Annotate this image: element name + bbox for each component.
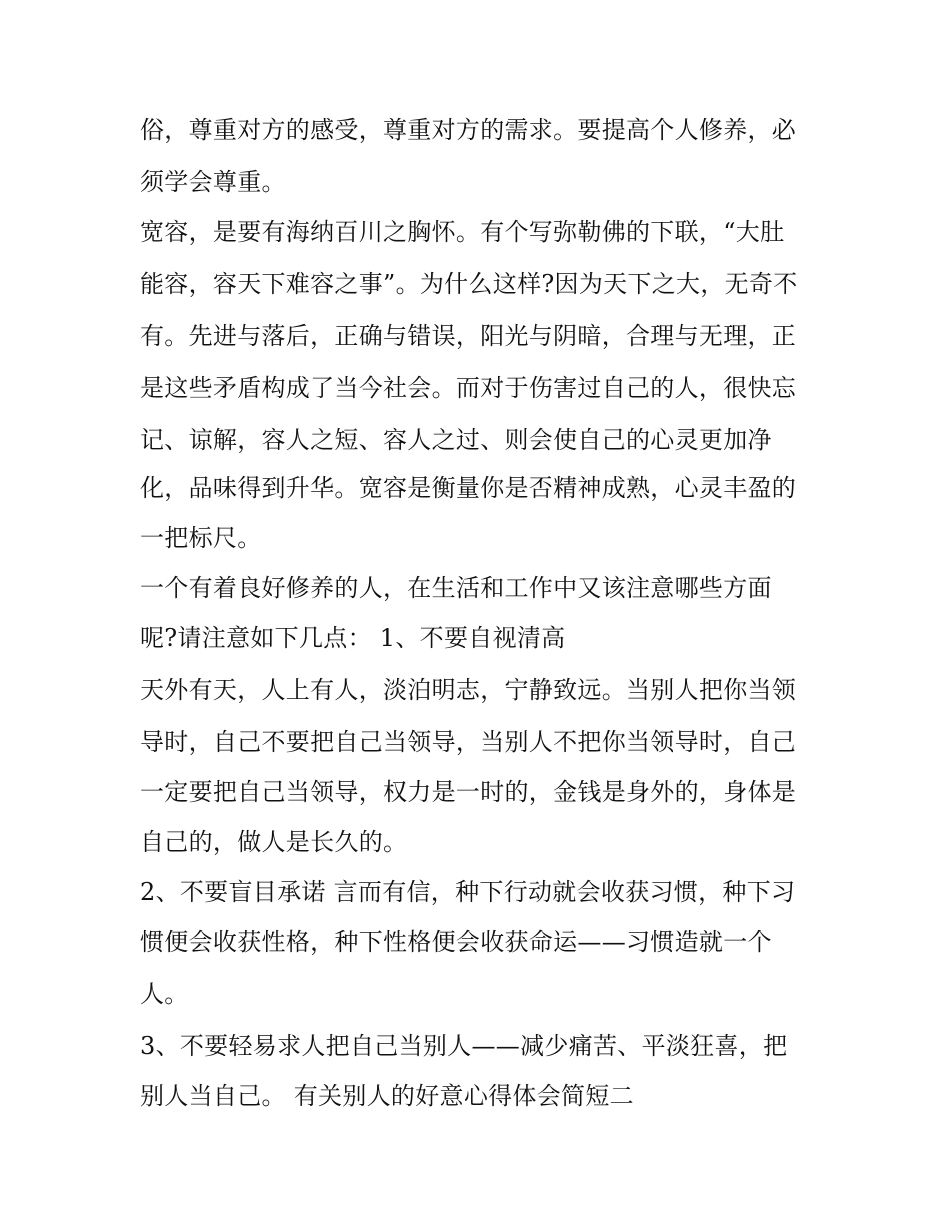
text-line: 人。 (140, 980, 189, 1008)
text-line: 一把标尺。 (140, 524, 262, 552)
text-line: 宽容，是要有海纳百川之胸怀。有个写弥勒佛的下联，“大肚 (140, 218, 785, 246)
text-line: 别人当自己。 有关别人的好意心得体会简短二 (140, 1082, 634, 1110)
text-line: 化，品味得到升华。宽容是衡量你是否精神成熟，心灵丰盈的 (140, 474, 797, 502)
text-line: 天外有天，人上有人，淡泊明志，宁静致远。当别人把你当领 (140, 676, 797, 704)
text-line: 一个有着良好修养的人，在生活和工作中又该注意哪些方面 (140, 574, 772, 602)
text-line: 记、谅解，容人之短、容人之过、则会使自己的心灵更加净 (140, 426, 772, 454)
text-line: 有。先进与落后，正确与错误，阳光与阴暗，合理与无理，正 (140, 322, 797, 350)
text-line: 一定要把自己当领导，权力是一时的，金钱是身外的，身体是 (140, 778, 797, 806)
text-line: 是这些矛盾构成了当今社会。而对于伤害过自己的人，很快忘 (140, 374, 797, 402)
text-line: 导时，自己不要把自己当领导，当别人不把你当领导时，自己 (140, 728, 797, 756)
text-line: 惯便会收获性格，种下性格便会收获命运——习惯造就一个 (140, 928, 772, 956)
text-line: 2、不要盲目承诺 言而有信，种下行动就会收获习惯，种下习 (140, 878, 796, 906)
text-line: 自己的，做人是长久的。 (140, 828, 408, 856)
text-line: 3、不要轻易求人把自己当别人——减少痛苦、平淡狂喜，把 (140, 1032, 788, 1060)
text-line: 能容，容天下难容之事”。为什么这样?因为天下之大，无奇不 (140, 270, 798, 298)
text-line: 呢?请注意如下几点： 1、不要自视清高 (140, 624, 566, 652)
text-line: 俗，尊重对方的感受，尊重对方的需求。要提高个人修养，必 (140, 116, 797, 144)
text-line: 须学会尊重。 (140, 168, 286, 196)
